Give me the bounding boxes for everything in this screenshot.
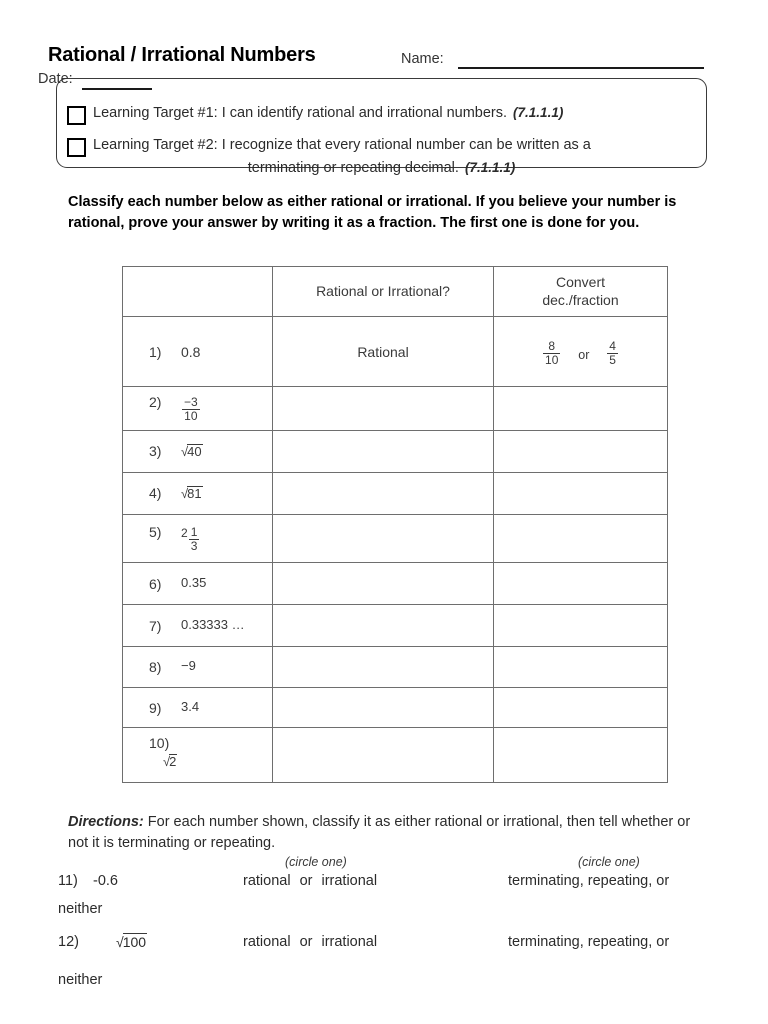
row-5-numerator: 1	[190, 524, 198, 539]
table-row	[123, 387, 668, 431]
circle-one-hint-right: (circle one)	[578, 855, 640, 869]
row-10-value-radical	[163, 754, 177, 771]
row-3-value-radical	[181, 444, 203, 460]
header-convert-line2: dec./fraction	[542, 291, 619, 308]
row-5-whole-number: 2	[181, 525, 188, 540]
row-2-numerator: −3	[184, 394, 198, 409]
learning-target-row-1	[67, 105, 563, 125]
row-1-fraction-1	[543, 340, 560, 366]
row-7-index: 7)	[149, 617, 162, 634]
learning-target-1-checkbox[interactable]	[67, 106, 86, 125]
question-11-option-rational[interactable]: rational	[243, 873, 291, 889]
row-8-number-cell	[123, 647, 273, 688]
row-4-classification-cell[interactable]	[273, 473, 494, 515]
row-3-radicand: 40	[187, 444, 202, 460]
table-row	[123, 515, 668, 563]
radical-sign-icon: √	[116, 934, 124, 950]
table-row	[123, 688, 668, 728]
row-7-classification-cell[interactable]	[273, 605, 494, 647]
question-11-option-neither[interactable]: neither	[58, 901, 103, 917]
table-header-row	[123, 267, 668, 317]
row-1-value: 0.8	[181, 343, 201, 360]
row-6-value: 0.35	[181, 574, 207, 590]
table-row	[123, 647, 668, 688]
page-title: Rational / Irrational Numbers	[48, 44, 316, 66]
table-row	[123, 317, 668, 387]
row-7-value: 0.33333 …	[181, 616, 245, 632]
table-row	[123, 728, 668, 783]
learning-target-2-label: Learning Target #2: I recognize that every rational number can be written as a	[93, 137, 591, 153]
row-6-number-cell	[123, 563, 273, 605]
learning-target-1-standard-code: (7.1.1.1)	[513, 105, 564, 120]
question-12-value-radical	[116, 929, 147, 956]
question-12-option-irrational[interactable]: irrational	[321, 934, 378, 950]
question-12-index: 12)	[58, 934, 79, 950]
question-12-choices-decimal[interactable]: terminating, repeating, or	[508, 934, 670, 950]
row-1-conversion-cell[interactable]	[494, 317, 668, 387]
header-convert-line1: Convert	[555, 274, 606, 291]
learning-target-1-label: Learning Target #1: I can identify rational and irrational numbers.	[93, 105, 508, 121]
row-5-classification-cell[interactable]	[273, 515, 494, 563]
learning-target-row-2	[67, 137, 591, 157]
date-write-line[interactable]	[82, 88, 152, 90]
question-11-value: -0.6	[93, 873, 118, 889]
row-1-classification-cell[interactable]: Rational	[273, 317, 494, 387]
header-cell-number	[123, 267, 273, 317]
learning-target-2-overflow-line	[56, 160, 707, 176]
row-1-fraction-2	[607, 340, 618, 366]
row-4-conversion-cell[interactable]	[494, 473, 668, 515]
row-1-fraction-1-numerator: 8	[548, 339, 556, 354]
row-4-index: 4)	[149, 485, 162, 502]
learning-target-2-checkbox[interactable]	[67, 138, 86, 157]
row-3-classification-cell[interactable]	[273, 431, 494, 473]
row-5-value-fraction	[189, 526, 200, 552]
table-row	[123, 473, 668, 515]
learning-target-2-overflow-text: terminating or repeating decimal.	[247, 160, 459, 176]
row-3-index: 3)	[149, 443, 162, 460]
row-2-number-cell	[123, 387, 273, 431]
row-2-index: 2)	[149, 393, 162, 410]
row-10-radicand: 2	[169, 754, 177, 770]
name-write-line[interactable]	[458, 67, 704, 69]
row-5-index: 5)	[149, 523, 162, 540]
question-12-radicand: 100	[122, 934, 147, 950]
row-5-number-cell	[123, 515, 273, 563]
directions-paragraph	[68, 812, 710, 853]
date-label: Date:	[38, 71, 73, 87]
question-12-option-neither[interactable]: neither	[58, 972, 103, 988]
classification-table	[122, 266, 668, 783]
row-1-fraction-2-denominator: 5	[609, 353, 616, 367]
row-4-number-cell	[123, 473, 273, 515]
radical-sign-icon: √	[163, 754, 171, 770]
row-1-index: 1)	[149, 343, 162, 360]
question-11-choices-rationality	[243, 868, 377, 896]
question-11-choices-decimal[interactable]: terminating, repeating, or	[508, 873, 670, 889]
question-11-option-irrational[interactable]: irrational	[321, 873, 378, 889]
row-2-value-fraction	[182, 396, 200, 422]
question-11-option-separator: or	[299, 873, 313, 889]
question-12-option-rational[interactable]: rational	[243, 934, 291, 950]
classify-instructions: Classify each number below as either rational or irrational. If you believe your number is rational, prove your answer by writing it as a fraction. The first one is done for you.	[68, 194, 677, 232]
row-10-number-cell	[123, 728, 273, 783]
learning-target-2-standard-code: (7.1.1.1)	[464, 160, 516, 175]
radical-sign-icon: √	[181, 486, 189, 502]
row-10-conversion-cell[interactable]	[494, 728, 668, 783]
row-5-conversion-cell[interactable]	[494, 515, 668, 563]
circle-one-hint-left: (circle one)	[285, 855, 347, 869]
row-8-index: 8)	[149, 659, 162, 675]
row-3-conversion-cell[interactable]	[494, 431, 668, 473]
row-1-fraction-1-denominator: 10	[545, 353, 559, 367]
question-11-index: 11)	[58, 873, 78, 889]
row-8-classification-cell[interactable]	[273, 647, 494, 688]
row-4-value-radical	[181, 486, 203, 502]
row-4-radicand: 81	[187, 486, 202, 502]
directions-text: For each number shown, classify it as either rational or irrational, then tell whether or not it is terminating or repeating.	[68, 814, 691, 851]
question-12-value	[116, 929, 147, 958]
row-2-denominator: 10	[184, 408, 198, 423]
row-3-number-cell	[123, 431, 273, 473]
row-5-denominator: 3	[190, 538, 198, 553]
header-cell-classification: Rational or Irrational?	[273, 267, 494, 317]
row-9-number-cell	[123, 688, 273, 728]
table-row	[123, 563, 668, 605]
row-10-index: 10)	[149, 735, 170, 751]
question-12-option-separator: or	[299, 934, 313, 950]
row-8-value: −9	[181, 658, 196, 673]
row-1-number-cell	[123, 317, 273, 387]
question-12-choices-rationality	[243, 929, 377, 957]
row-9-value: 3.4	[181, 698, 200, 714]
row-6-index: 6)	[149, 575, 162, 592]
row-9-classification-cell[interactable]	[273, 688, 494, 728]
table-row	[123, 431, 668, 473]
directions-label: Directions:	[68, 814, 144, 830]
header-cell-convert	[494, 267, 668, 317]
row-2-classification-cell[interactable]	[273, 387, 494, 431]
row-2-conversion-cell[interactable]	[494, 387, 668, 431]
row-1-fraction-2-numerator: 4	[609, 339, 616, 354]
row-10-classification-cell[interactable]	[273, 728, 494, 783]
learning-targets-box	[56, 78, 707, 168]
row-9-index: 9)	[149, 699, 162, 716]
row-8-conversion-cell[interactable]	[494, 647, 668, 688]
row-6-classification-cell[interactable]	[273, 563, 494, 605]
row-6-conversion-cell[interactable]	[494, 563, 668, 605]
row-7-conversion-cell[interactable]	[494, 605, 668, 647]
radical-sign-icon: √	[181, 444, 189, 460]
table-row	[123, 605, 668, 647]
row-1-conversion-or: or	[578, 347, 590, 362]
name-label: Name:	[401, 51, 444, 67]
row-9-conversion-cell[interactable]	[494, 688, 668, 728]
row-7-number-cell	[123, 605, 273, 647]
